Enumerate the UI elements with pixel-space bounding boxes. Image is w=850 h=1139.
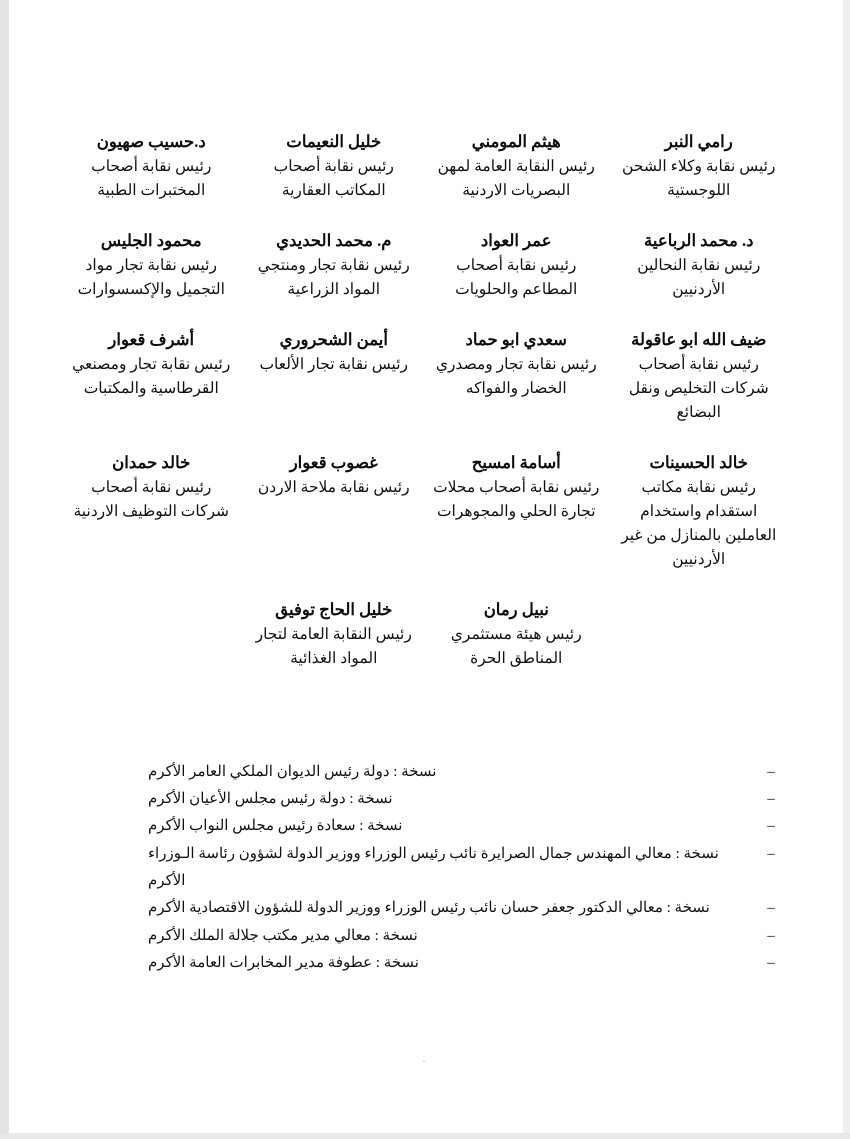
copy-text: نسخة : معالي الدكتور جعفر حسان نائب رئيس الوزراء ووزير الدولة للشؤون الاقتصادية الأكرم — [148, 900, 710, 917]
signatory-name: رامي النبر — [664, 132, 733, 151]
list-dash: – — [767, 845, 775, 862]
signatory-name: أسامة امسيح — [471, 452, 561, 472]
signatory-name: ضيف الله ابو عاقولة — [631, 329, 767, 349]
signatory-title: رئيس نقابة تجار ومصدري الخضار والفواكه — [435, 355, 597, 397]
copy-text: نسخة : معالي المهندس جمال الصرايرة نائب رئيس الوزراء ووزير الدولة لشؤون رئاسة الـوزراء الأكرم — [148, 845, 719, 889]
signatory-name: أشرف قعوار — [108, 329, 195, 349]
signatory-cell — [60, 130, 243, 203]
signatory-name: خالد حمدان — [112, 452, 191, 472]
signatory-name: هيثم المومني — [471, 132, 561, 151]
signatory-cell — [608, 451, 791, 572]
signatory-title: رئيس النقابة العامة لتجار المواد الغذائية — [255, 625, 412, 667]
copy-line — [60, 813, 790, 840]
signatory-title: رئيس نقابة أصحاب شركات التوظيف الاردنية — [73, 478, 230, 520]
signatory-row — [60, 598, 790, 671]
signatory-name: محمود الجليس — [100, 230, 202, 250]
copy-line — [60, 923, 790, 950]
signatory-title: رئيس نقابة تجار ومنتجي المواد الزراعية — [257, 256, 410, 298]
signatory-title: رئيس نقابة أصحاب المطاعم والحلويات — [455, 256, 578, 298]
signatory-cell — [243, 130, 426, 203]
page-edge-bottom — [0, 1133, 850, 1139]
page-edge-left — [0, 0, 9, 1139]
page-footer-mark: . — [422, 1053, 428, 1065]
signatory-cell — [243, 451, 426, 572]
list-dash: – — [767, 763, 775, 780]
copy-text: نسخة : دولة رئيس الديوان الملكي العامر الأكرم — [148, 763, 437, 780]
signatories-grid — [60, 130, 790, 697]
signatory-name: خليل النعيمات — [286, 132, 382, 151]
copy-text: نسخة : دولة رئيس مجلس الأعيان الأكرم — [148, 791, 393, 808]
signatory-cell — [425, 229, 608, 302]
signatory-title: رئيس نقابة مكاتب استقدام واستخدام العاملين بالمنازل من غير الأردنيين — [621, 478, 777, 568]
copy-text: نسخة : معالي مدير مكتب جلالة الملك الأكرم — [148, 927, 418, 944]
signatory-title: رئيس نقابة أصحاب شركات التخليص ونقل البضائع — [628, 355, 769, 421]
signatory-title: رئيس هيئة مستثمري المناطق الحرة — [450, 625, 582, 667]
signatory-cell — [60, 328, 243, 425]
list-dash: – — [767, 900, 775, 917]
signatory-name: د. محمد الرباعية — [644, 230, 754, 250]
signatory-cell — [243, 598, 426, 671]
copy-line — [60, 786, 790, 813]
signatory-name: سعدي ابو حماد — [465, 329, 567, 349]
page-edge-right — [843, 0, 850, 1139]
signatory-title: رئيس نقابة تجار الألعاب — [259, 355, 409, 373]
list-dash: – — [767, 927, 775, 944]
signatory-cell — [60, 451, 243, 572]
signatory-title: رئيس نقابة أصحاب المختبرات الطبية — [91, 157, 212, 199]
list-dash: – — [767, 818, 775, 835]
signatory-cell — [243, 229, 426, 302]
signatory-title: رئيس نقابة تجار ومصنعي القرطاسية والمكتبات — [72, 355, 231, 397]
signatory-title: رئيس نقابة وكلاء الشحن اللوجستية — [622, 157, 776, 199]
signatory-row — [60, 130, 790, 203]
signatory-cell — [608, 229, 791, 302]
signatory-row — [60, 451, 790, 572]
signatory-title: رئيس نقابة النحالين الأردنيين — [637, 256, 761, 298]
signatory-name: عمر العواد — [480, 230, 552, 250]
signatory-name: خليل الحاج توفيق — [275, 599, 393, 619]
copy-text: نسخة : عطوفة مدير المخابرات العامة الأكرم — [148, 954, 419, 971]
signatory-cell — [425, 328, 608, 425]
signatory-cell — [425, 130, 608, 203]
signatory-cell — [425, 451, 608, 572]
signatory-name: أيمن الشحروري — [279, 329, 388, 349]
copy-line — [60, 895, 790, 922]
copy-text: نسخة : سعادة رئيس مجلس النواب الأكرم — [148, 818, 403, 835]
signatory-name: نبيل رمان — [483, 599, 549, 619]
signatory-row — [60, 328, 790, 425]
copy-line — [60, 841, 790, 896]
copies-list — [60, 759, 790, 977]
page-content — [60, 130, 790, 977]
signatory-name: م. محمد الحديدي — [276, 230, 392, 250]
signatory-title: رئيس نقابة تجار مواد التجميل والإكسسوارات — [77, 256, 225, 298]
signatory-title: رئيس النقابة العامة لمهن البصريات الاردنية — [437, 157, 595, 199]
list-dash: – — [767, 954, 775, 971]
signatory-cell — [608, 130, 791, 203]
signatory-name: غصوب قعوار — [289, 452, 378, 472]
signatory-title: رئيس نقابة أصحاب محلات تجارة الحلي والمجوهرات — [433, 478, 600, 520]
signatory-row — [60, 229, 790, 302]
copy-line — [60, 950, 790, 977]
signatory-cell — [243, 328, 426, 425]
signatory-name: د.حسيب صهيون — [96, 132, 206, 151]
signatory-title: رئيس نقابة أصحاب المكاتب العقارية — [273, 157, 394, 199]
signatory-name: خالد الحسينات — [649, 452, 749, 472]
copy-line — [60, 759, 790, 786]
signatory-cell — [60, 229, 243, 302]
signatory-title: رئيس نقابة ملاحة الاردن — [257, 478, 410, 496]
signatory-cell — [425, 598, 608, 671]
signatory-cell — [608, 328, 791, 425]
list-dash: – — [767, 791, 775, 808]
